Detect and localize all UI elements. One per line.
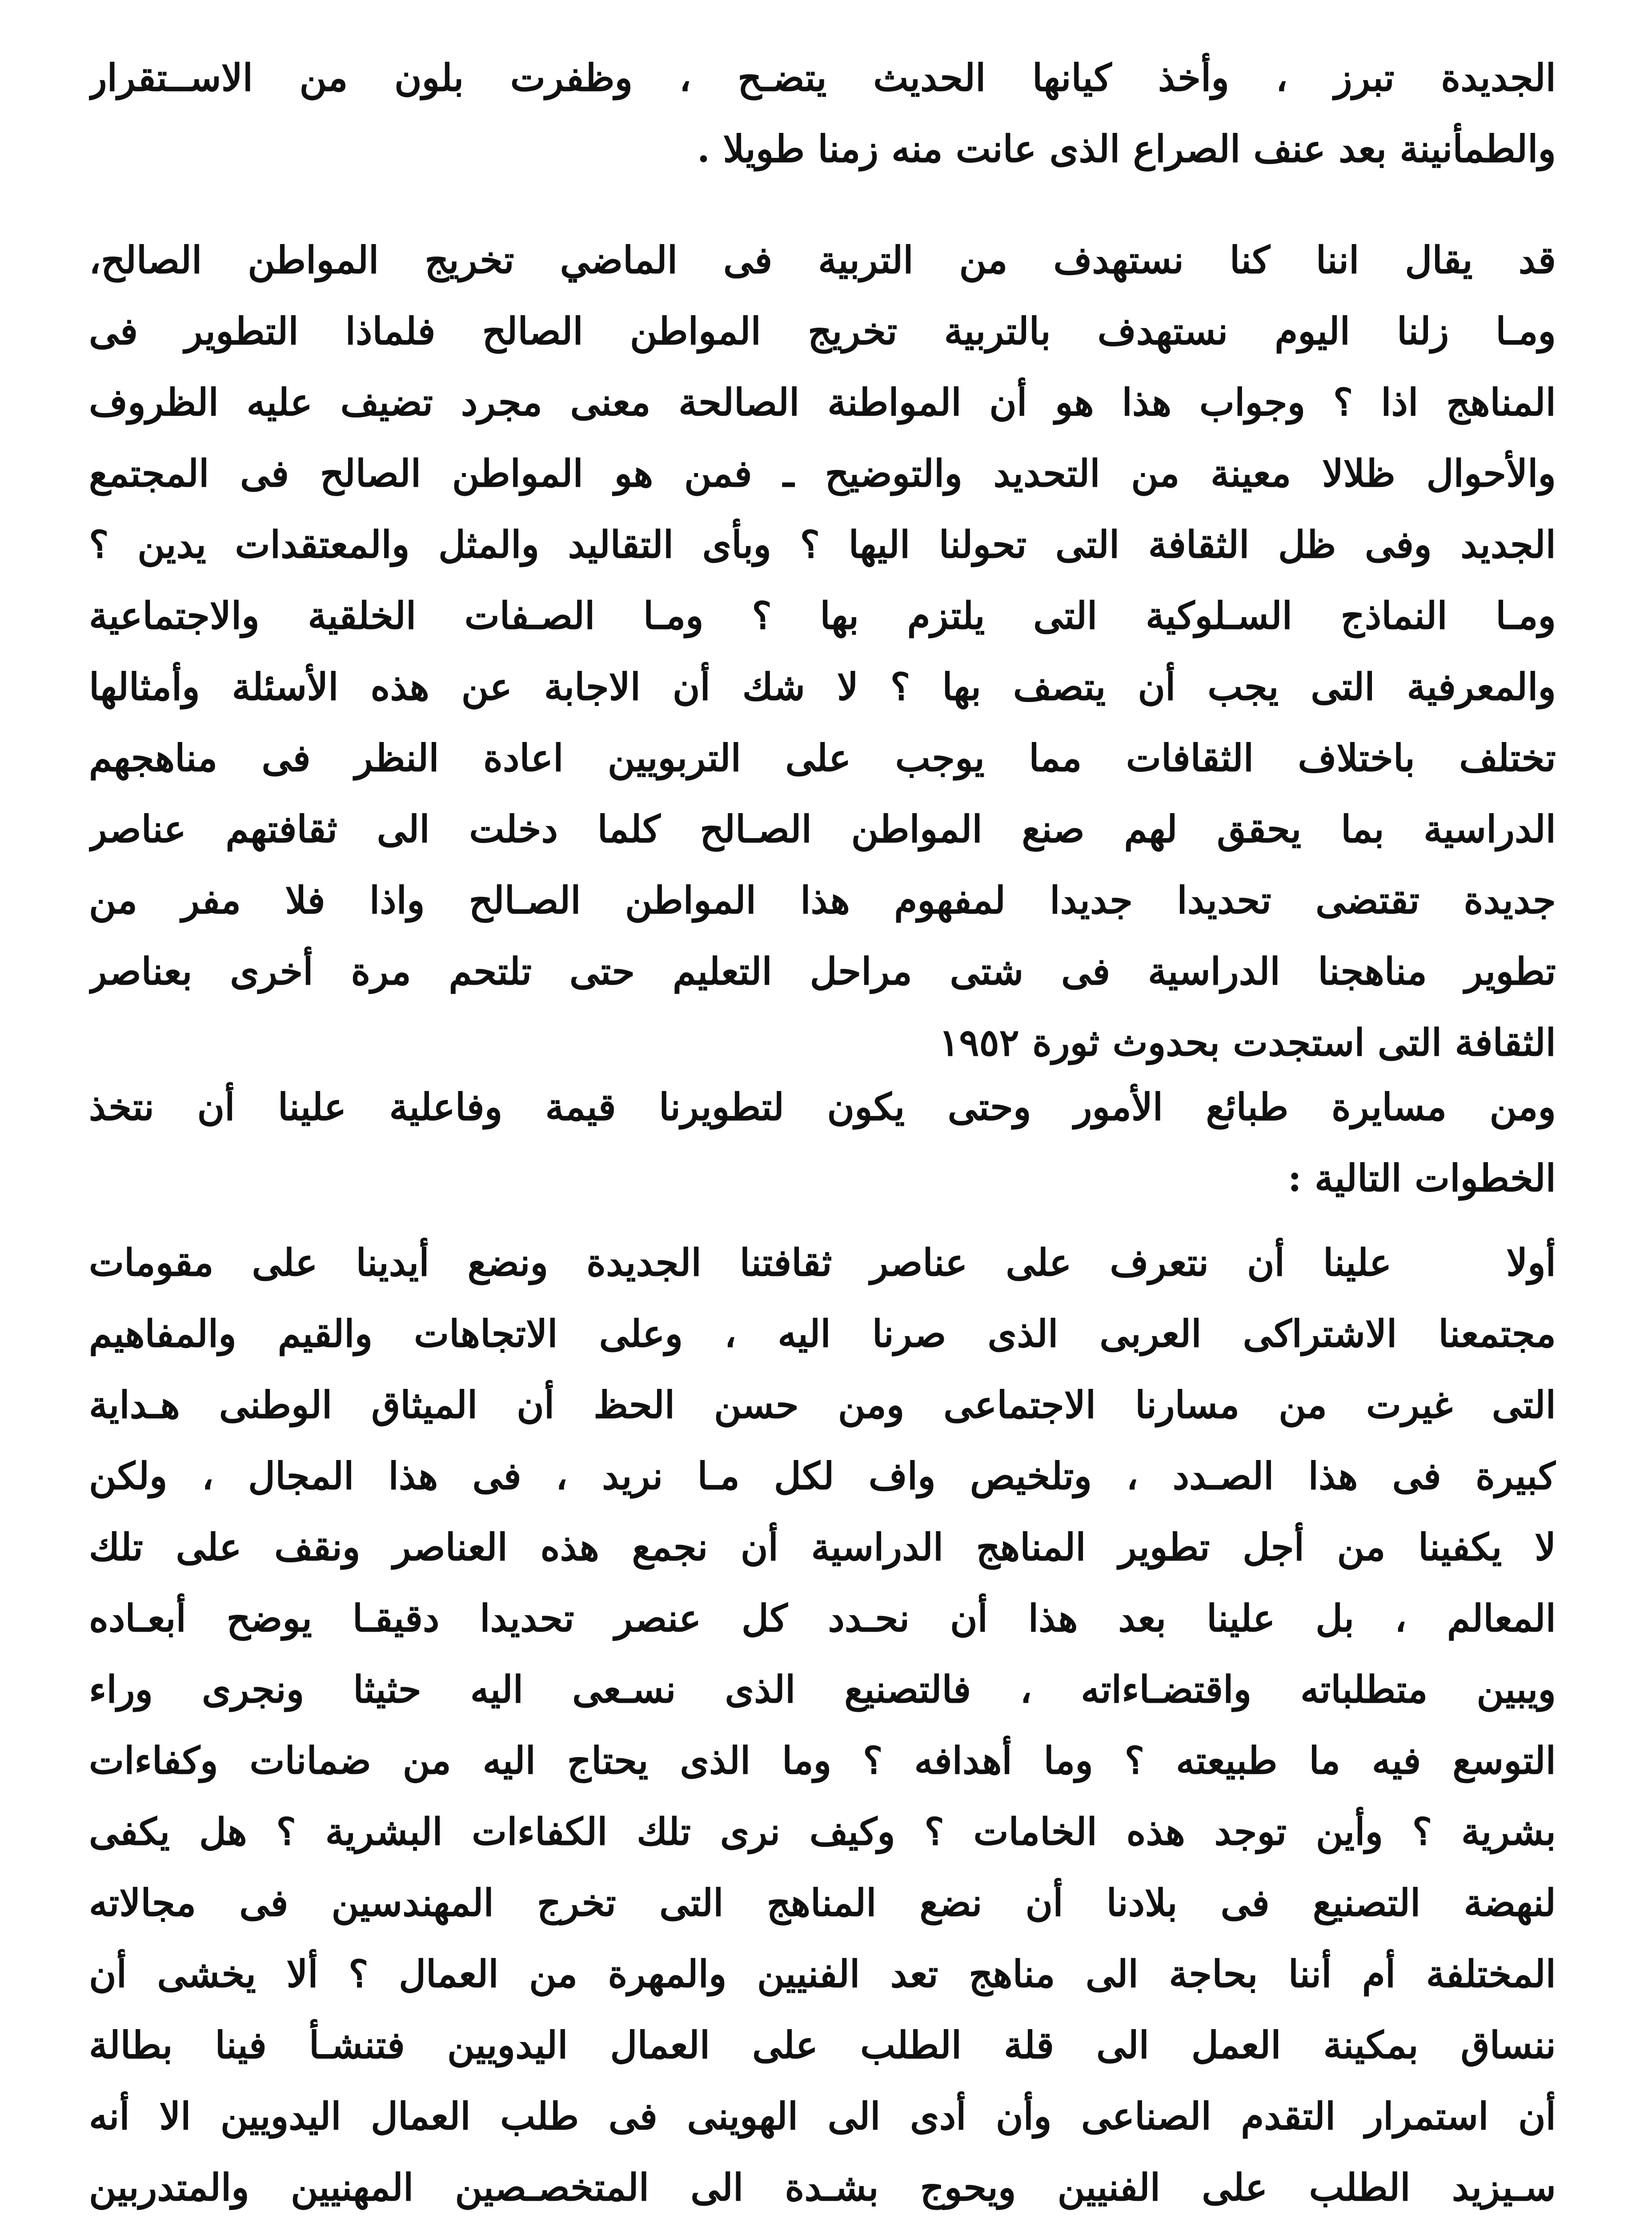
text-line: ومن مسايرة طبائع الأمور وحتى يكون لتطويرنا قيمة وفاعلية علينا أن نتخذ: [89, 1085, 1556, 1129]
paragraph-1: [89, 42, 1556, 185]
text-line-with-lead: [89, 1227, 1556, 1298]
text-line: ننساق بمكينة العمل الى قلة الطلب على العمال اليدويين فتنشـأ فينا بطالة: [89, 2023, 1556, 2067]
text-line: الدراسية بما يحقق لهم صنع المواطن الصـالح كلما دخلت الى ثقافتهم عناصر: [89, 807, 1556, 851]
text-line: أن استمرار التقدم الصناعى وأن أدى الى الهوينى فى طلب العمال اليدويين الا أنه: [89, 2094, 1556, 2138]
text-line: التى غيرت من مسارنا الاجتماعى ومن حسن الحظ أن الميثاق الوطنى هـداية: [89, 1383, 1556, 1427]
text-line: قد يقال اننا كنا نستهدف من التربية فى الماضي تخريج المواطن الصالح،: [89, 238, 1556, 282]
text-line: مجتمعنا الاشتراكى العربى الذى صرنا اليه ، وعلى الاتجاهات والقيم والمفاهيم: [89, 1312, 1556, 1356]
text-line: ومـا النماذج السـلوكية التى يلتزم بها ؟ ومـا الصـفات الخلقية والاجتماعية: [89, 594, 1556, 638]
text-line: والأحوال ظلالا معينة من التحديد والتوضيح ـ فمن هو المواطن الصالح فى المجتمع: [89, 451, 1556, 495]
text-line: والطمأنينة بعد عنف الصراع الذى عانت منه زمنا طويلا .: [697, 127, 1556, 171]
text-line: لنهضة التصنيع فى بلادنا أن نضع المناهج التى تخرج المهندسين فى مجالاته: [89, 1881, 1556, 1925]
text-line: بشرية ؟ وأين توجد هذه الخامات ؟ وكيف نرى تلك الكفاءات البشرية ؟ هل يكفى: [89, 1810, 1556, 1854]
text-line: الخطوات التالية :: [1287, 1156, 1556, 1200]
paragraph-3: [89, 1071, 1556, 1214]
section-lead-word: أولا: [1506, 1240, 1556, 1284]
text-line: الجديدة تبرز ، وأخذ كيانها الحديث يتضـح ، وظفرت بلون من الاســتقرار: [89, 56, 1556, 100]
text-line: المعالم ، بل علينا بعد هذا أن نحـدد كل عنصر تحديدا دقيقـا يوضح أبعـاده: [89, 1596, 1556, 1640]
text-line: الجديد وفى ظل الثقافة التى تحولنا اليها ؟ وبأى التقاليد والمثل والمعتقدات يدين ؟: [89, 522, 1556, 566]
text-line: التوسع فيه ما طبيعته ؟ وما أهدافه ؟ وما الذى يحتاج اليه من ضمانات وكفاءات: [89, 1738, 1556, 1782]
text-line: تطوير مناهجنا الدراسية فى شتى مراحل التعليم حتى تلتحم مرة أخرى بعناصر: [89, 949, 1556, 993]
paragraph-2: [89, 225, 1556, 1078]
text-line: الثقافة التى استجدت بحدوث ثورة ١٩٥٢: [939, 1020, 1556, 1064]
text-line: تختلف باختلاف الثقافات مما يوجب على التربويين اعادة النظر فى مناهجهم: [89, 736, 1556, 780]
text-line: سـيزيد الطلب على الفنيين ويحوج بشـدة الى المتخصـصين المهنيين والمتدربين: [89, 2165, 1556, 2209]
text-line: لا يكفينا من أجل تطوير المناهج الدراسية أن نجمع هذه العناصر ونقف على تلك: [89, 1525, 1556, 1569]
text-line: المختلفة أم أننا بحاجة الى مناهج تعد الفنيين والمهرة من العمال ؟ ألا يخشى أن: [89, 1952, 1556, 1996]
text-line: ويبين متطلباته واقتضـاءاته ، فالتصنيع الذى نسـعى اليه حثيثا ونجرى وراء: [89, 1667, 1556, 1711]
text-line: ومـا زلنا اليوم نستهدف بالتربية تخريج المواطن الصالح فلماذا التطوير فى: [89, 309, 1556, 353]
text-line: جديدة تقتضى تحديدا جديدا لمفهوم هذا المواطن الصـالح واذا فلا مفر من: [89, 878, 1556, 922]
text-line-body: علينا أن نتعرف على عناصر ثقافتنا الجديدة ونضع أيدينا على مقومات: [89, 1240, 1392, 1284]
paragraph-4: [89, 1227, 1556, 2223]
text-line: المناهج اذا ؟ وجواب هذا هو أن المواطنة الصالحة معنى مجرد تضيف عليه الظروف: [89, 380, 1556, 424]
text-line: والمعرفية التى يجب أن يتصف بها ؟ لا شك أن الاجابة عن هذه الأسئلة وأمثالها: [89, 665, 1556, 709]
text-line: كبيرة فى هذا الصـدد ، وتلخيص واف لكل مـا نريد ، فى هذا المجال ، ولكن: [89, 1454, 1556, 1498]
